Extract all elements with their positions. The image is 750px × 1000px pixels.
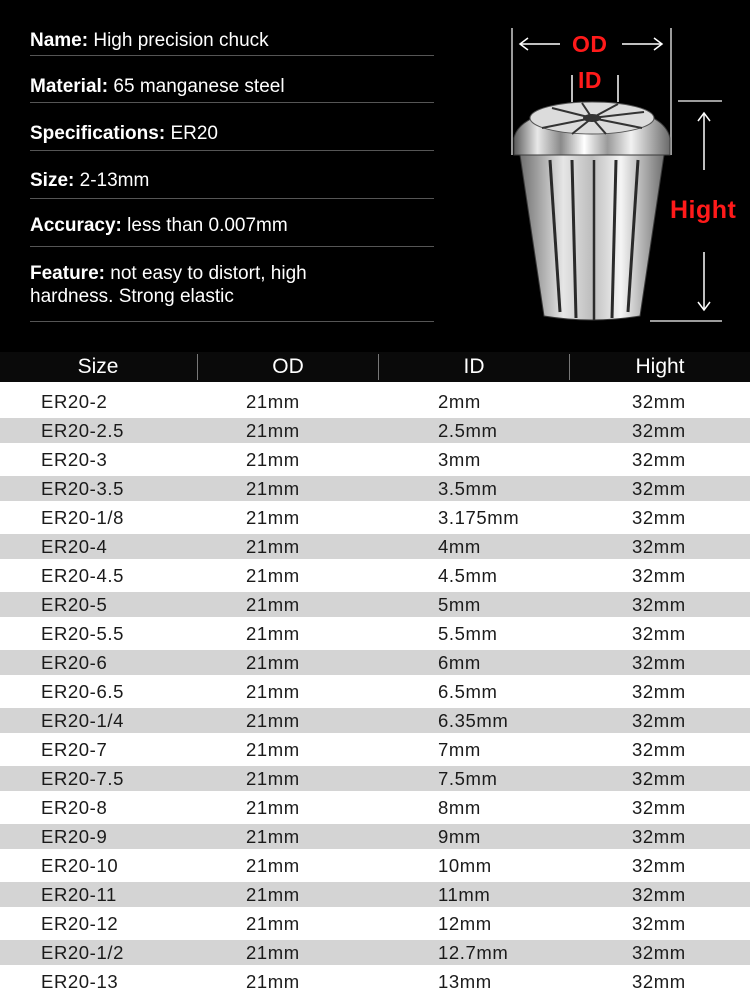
spec-label: Accuracy: [30, 215, 122, 236]
cell-id: 7.5mm [438, 768, 498, 789]
table-row [0, 416, 750, 445]
cell-hight: 32mm [632, 507, 686, 528]
cell-hight: 32mm [632, 594, 686, 615]
cell-id: 9mm [438, 826, 481, 847]
cell-id: 6.5mm [438, 681, 498, 702]
cell-od: 21mm [246, 623, 300, 644]
header-divider [378, 354, 379, 380]
table-header [0, 352, 750, 382]
spec-material [30, 75, 434, 103]
cell-id: 5.5mm [438, 623, 498, 644]
table-row [0, 764, 750, 793]
cell-od: 21mm [246, 739, 300, 760]
table-row [0, 503, 750, 532]
cell-size: ER20-13 [41, 971, 119, 992]
cell-od: 21mm [246, 797, 300, 818]
spec-value: 65 manganese steel [113, 76, 285, 97]
cell-size: ER20-3.5 [41, 478, 124, 499]
id-label: ID [578, 67, 602, 93]
cell-hight: 32mm [632, 942, 686, 963]
cell-od: 21mm [246, 478, 300, 499]
collet-diagram [490, 20, 750, 340]
spec-specifications [30, 122, 434, 151]
cell-id: 3mm [438, 449, 481, 470]
cell-hight: 32mm [632, 681, 686, 702]
cell-size: ER20-1/8 [41, 507, 124, 528]
cell-id: 3.175mm [438, 507, 520, 528]
cell-od: 21mm [246, 391, 300, 412]
cell-hight: 32mm [632, 623, 686, 644]
table-row [0, 909, 750, 938]
cell-hight: 32mm [632, 797, 686, 818]
cell-od: 21mm [246, 449, 300, 470]
spec-name [30, 29, 434, 56]
header-hight: Hight [635, 355, 685, 378]
spec-label: Feature: [30, 263, 105, 284]
cell-hight: 32mm [632, 768, 686, 789]
header-id: ID [463, 355, 485, 378]
cell-size: ER20-9 [41, 826, 108, 847]
cell-size: ER20-12 [41, 913, 119, 934]
table-row [0, 561, 750, 590]
cell-id: 7mm [438, 739, 481, 760]
cell-hight: 32mm [632, 739, 686, 760]
cell-od: 21mm [246, 420, 300, 441]
cell-hight: 32mm [632, 536, 686, 557]
cell-hight: 32mm [632, 565, 686, 586]
spec-accuracy [30, 214, 434, 247]
table-row [0, 677, 750, 706]
header-size: Size [77, 355, 119, 378]
cell-hight: 32mm [632, 710, 686, 731]
cell-size: ER20-1/2 [41, 942, 124, 963]
spec-value: High precision chuck [93, 30, 269, 51]
spec-value: ER20 [170, 123, 218, 144]
spec-label: Material: [30, 76, 109, 97]
cell-id: 4.5mm [438, 565, 498, 586]
table-row [0, 445, 750, 474]
spec-value: less than 0.007mm [127, 215, 288, 236]
cell-od: 21mm [246, 971, 300, 992]
table-row [0, 387, 750, 416]
collet-illustration [490, 20, 750, 340]
cell-hight: 32mm [632, 884, 686, 905]
cell-od: 21mm [246, 565, 300, 586]
table-row [0, 793, 750, 822]
spec-label: Size: [30, 170, 75, 191]
cell-size: ER20-5 [41, 594, 108, 615]
cell-hight: 32mm [632, 971, 686, 992]
cell-size: ER20-4.5 [41, 565, 124, 586]
cell-size: ER20-2 [41, 391, 108, 412]
table-row [0, 648, 750, 677]
cell-od: 21mm [246, 884, 300, 905]
table-row [0, 474, 750, 503]
cell-id: 3.5mm [438, 478, 498, 499]
spec-value: hardness. Strong elastic [30, 286, 234, 307]
cell-od: 21mm [246, 507, 300, 528]
cell-id: 4mm [438, 536, 481, 557]
cell-id: 6mm [438, 652, 481, 673]
table-row [0, 590, 750, 619]
table-row [0, 532, 750, 561]
cell-size: ER20-7 [41, 739, 108, 760]
spec-value: 2-13mm [79, 170, 150, 191]
cell-size: ER20-5.5 [41, 623, 124, 644]
table-row [0, 706, 750, 735]
cell-hight: 32mm [632, 478, 686, 499]
cell-size: ER20-2.5 [41, 420, 124, 441]
cell-od: 21mm [246, 855, 300, 876]
cell-od: 21mm [246, 594, 300, 615]
table-row [0, 851, 750, 880]
cell-od: 21mm [246, 768, 300, 789]
cell-hight: 32mm [632, 913, 686, 934]
cell-id: 12.7mm [438, 942, 509, 963]
cell-od: 21mm [246, 681, 300, 702]
cell-od: 21mm [246, 826, 300, 847]
cell-size: ER20-4 [41, 536, 108, 557]
cell-od: 21mm [246, 942, 300, 963]
cell-id: 2mm [438, 391, 481, 412]
cell-hight: 32mm [632, 855, 686, 876]
table-row [0, 619, 750, 648]
spec-value: not easy to distort, high [110, 263, 307, 284]
cell-id: 12mm [438, 913, 492, 934]
cell-id: 6.35mm [438, 710, 509, 731]
cell-size: ER20-6.5 [41, 681, 124, 702]
size-table [0, 387, 750, 996]
cell-hight: 32mm [632, 826, 686, 847]
od-label: OD [572, 31, 608, 57]
cell-hight: 32mm [632, 420, 686, 441]
cell-id: 5mm [438, 594, 481, 615]
spec-label: Specifications: [30, 123, 166, 144]
cell-od: 21mm [246, 710, 300, 731]
spec-size [30, 169, 434, 199]
cell-hight: 32mm [632, 391, 686, 412]
cell-id: 11mm [438, 884, 491, 905]
cell-size: ER20-11 [41, 884, 117, 905]
cell-od: 21mm [246, 652, 300, 673]
table-row [0, 735, 750, 764]
cell-hight: 32mm [632, 652, 686, 673]
spec-feature [30, 262, 434, 322]
cell-size: ER20-8 [41, 797, 108, 818]
cell-id: 8mm [438, 797, 481, 818]
cell-hight: 32mm [632, 449, 686, 470]
cell-id: 2.5mm [438, 420, 498, 441]
cell-id: 13mm [438, 971, 492, 992]
cell-size: ER20-10 [41, 855, 119, 876]
table-row [0, 967, 750, 996]
hight-label: Hight [670, 196, 737, 224]
cell-od: 21mm [246, 536, 300, 557]
cell-od: 21mm [246, 913, 300, 934]
table-row [0, 938, 750, 967]
header-od: OD [272, 355, 304, 378]
table-row [0, 822, 750, 851]
table-row [0, 880, 750, 909]
spec-label: Name: [30, 30, 89, 51]
cell-size: ER20-1/4 [41, 710, 124, 731]
cell-size: ER20-6 [41, 652, 108, 673]
cell-size: ER20-3 [41, 449, 108, 470]
spec-panel [0, 0, 750, 352]
cell-id: 10mm [438, 855, 492, 876]
cell-size: ER20-7.5 [41, 768, 124, 789]
